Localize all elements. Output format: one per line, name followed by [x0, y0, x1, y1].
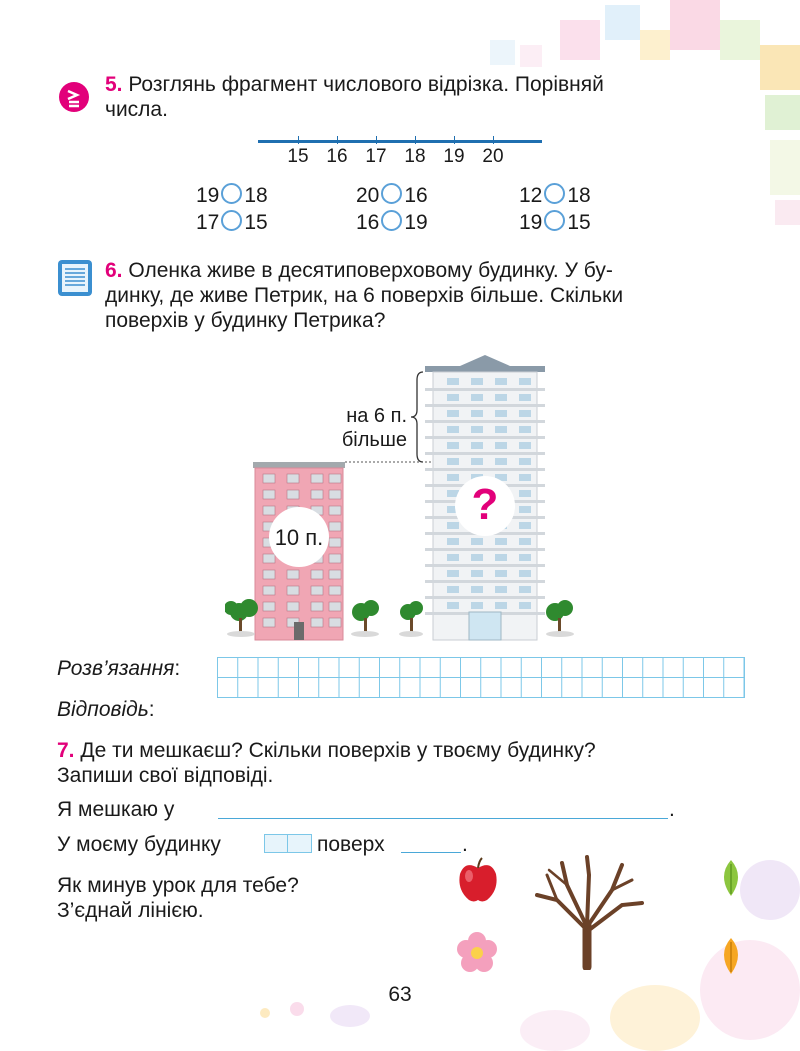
task5-icon [57, 80, 91, 119]
task6-number: 6. [105, 259, 123, 282]
comparison-item[interactable] [519, 183, 591, 208]
small-building-label: 10 п. [274, 525, 324, 550]
comparison-item[interactable] [356, 210, 428, 235]
number-line-label: 17 [365, 146, 387, 167]
task5-line2: числа. [105, 98, 168, 121]
number-line-label: 16 [326, 146, 348, 167]
comparison-left: 16 [356, 211, 380, 234]
number-line-label: 20 [482, 146, 504, 167]
comparison-right: 15 [244, 211, 268, 234]
number-line-label: 18 [404, 146, 426, 167]
task5-line1: Розглянь фрагмент числового відрізка. Порівняй [122, 73, 604, 96]
task7-line2: Запиши свої відповіді. [57, 764, 274, 787]
reflection-text [57, 873, 299, 923]
comparison-left: 12 [519, 184, 543, 207]
comparison-item[interactable] [356, 183, 428, 208]
floor-box-1[interactable] [264, 834, 289, 853]
task6-icon [56, 258, 94, 303]
green-leaf-icon[interactable] [717, 858, 745, 903]
live-answer-line[interactable] [218, 818, 668, 819]
number-line-tick [337, 136, 338, 144]
answer-label-text: Відповідь [57, 698, 149, 721]
comparison-circle[interactable] [221, 183, 242, 204]
difference-label-line1: на 6 п. [346, 405, 407, 427]
live-prefix: Я мешкаю у [57, 798, 175, 821]
solution-grid[interactable] [217, 657, 745, 698]
solution-label-text: Розв’язання [57, 657, 175, 680]
comparison-right: 19 [404, 211, 428, 234]
house-suffix: . [462, 833, 468, 856]
number-line-label: 19 [443, 146, 465, 167]
solution-colon: : [174, 657, 181, 680]
task7-line1: Де ти мешкаєш? Скільки поверхів у твоєму будинку? [74, 739, 596, 762]
orange-leaf-icon[interactable] [717, 936, 745, 981]
comparison-circle[interactable] [381, 183, 402, 204]
comparison-circle[interactable] [221, 210, 242, 231]
comparison-left: 17 [196, 211, 220, 234]
flower-icon[interactable] [455, 931, 499, 980]
comparison-item[interactable] [519, 210, 591, 235]
task5-number: 5. [105, 73, 123, 96]
comparison-circle[interactable] [544, 183, 565, 204]
difference-label [315, 404, 407, 452]
apple-icon[interactable] [455, 856, 501, 909]
comparison-left: 19 [519, 211, 543, 234]
tall-building-label: ? [471, 480, 499, 529]
number-line-label: 15 [287, 146, 309, 167]
live-suffix: . [669, 798, 675, 821]
task6-line2: динку, де живе Петрик, на 6 поверхів більше. Скільки [105, 284, 624, 307]
page-number: 63 [388, 983, 412, 1006]
reflection-line2: З’єднай лінією. [57, 899, 204, 922]
floor-answer-line[interactable] [401, 852, 461, 853]
comparison-item[interactable] [196, 183, 268, 208]
comparison-item[interactable] [196, 210, 268, 235]
number-line-tick [454, 136, 455, 144]
comparison-right: 15 [567, 211, 591, 234]
comparison-grid [196, 183, 636, 239]
task5-text [105, 72, 755, 122]
task7-text [57, 738, 757, 788]
comparison-left: 20 [356, 184, 380, 207]
comparison-circle[interactable] [544, 210, 565, 231]
answer-colon: : [148, 698, 155, 721]
number-line-tick [415, 136, 416, 144]
task6-line3: поверхів у будинку Петрика? [105, 309, 386, 332]
number-line [258, 136, 544, 166]
comparison-right: 18 [567, 184, 591, 207]
task6-line1: Оленка живе в десятиповерховому будинку. У бу- [122, 259, 613, 282]
comparison-left: 19 [196, 184, 220, 207]
answer-label [57, 697, 155, 722]
difference-label-line2: більше [341, 429, 407, 451]
number-line-tick [376, 136, 377, 144]
comparison-right: 18 [244, 184, 268, 207]
bare-tree-icon[interactable] [527, 855, 647, 975]
floor-box-2[interactable] [287, 834, 312, 853]
house-prefix: У моєму будинку [57, 833, 221, 856]
task6-text [105, 258, 755, 333]
house-middle: поверх [317, 833, 385, 856]
number-line-tick [493, 136, 494, 144]
comparison-right: 16 [404, 184, 428, 207]
buildings-illustration [225, 350, 585, 645]
solution-label [57, 656, 180, 681]
number-line-tick [298, 136, 299, 144]
comparison-circle[interactable] [381, 210, 402, 231]
reflection-line1: Як минув урок для тебе? [57, 874, 299, 897]
task7-number: 7. [57, 739, 75, 762]
